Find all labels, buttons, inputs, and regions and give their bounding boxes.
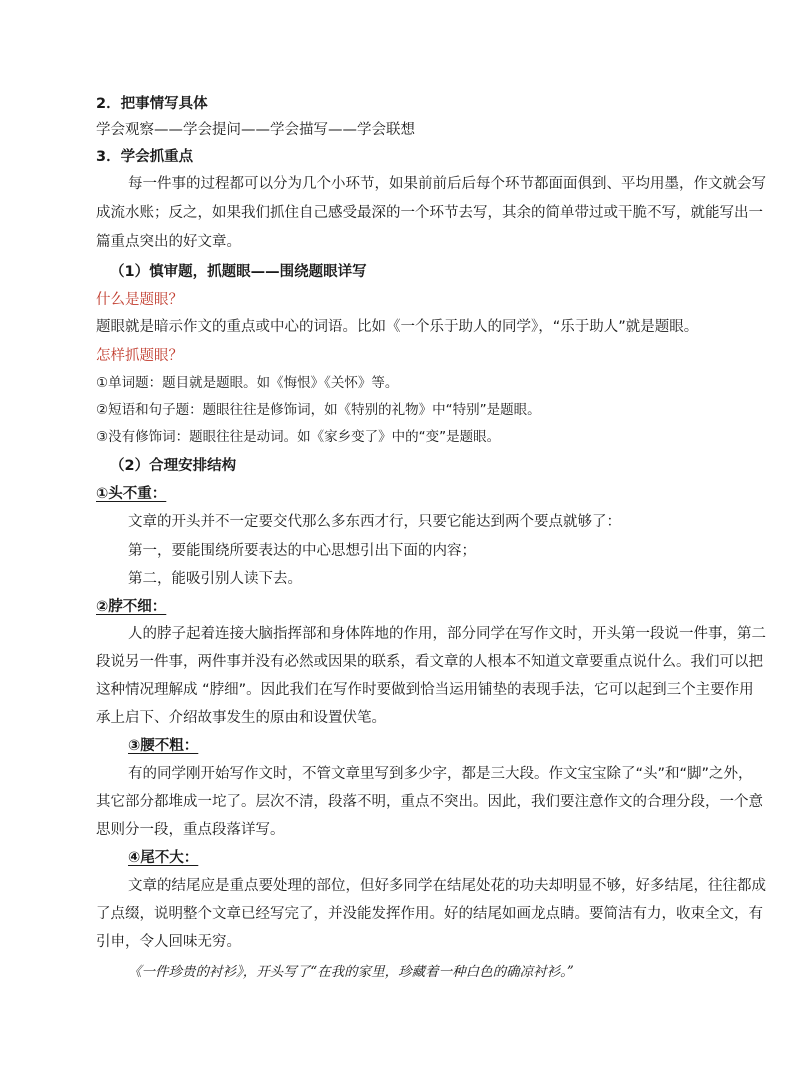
- list-item: ②短语和句子题：题眼往往是修饰词，如《特别的礼物》中“特别”是题眼。: [96, 402, 541, 418]
- head-line-2: 第一，要能围绕所要表达的中心思想引出下面的内容；: [128, 543, 476, 559]
- head-line-3: 第二，能吸引别人读下去。: [128, 571, 302, 587]
- waist-line-2: 其它部分都堆成一坨了。层次不清，段落不明，重点不突出。因此，我们要注意作文的合理分段，一个意: [96, 794, 763, 810]
- head-line-1: 文章的开头并不一定要交代那么多东西才行，只要它能达到两个要点就够了：: [128, 514, 621, 530]
- example-sentence: 《一件珍贵的衬衫》，开头写了“在我的家里，珍藏着一种白色的确凉衬衫。”: [128, 964, 574, 980]
- section3-heading: 3．学会抓重点: [96, 149, 194, 165]
- waist-line-3: 思则分一段，重点段落详写。: [96, 822, 285, 838]
- section3-para-line-2: 成流水账；反之，如果我们抓住自己感受最深的一个环节去写，其余的简单带过或干脆不写，就能写出一: [96, 205, 763, 221]
- neck-line-1: 人的脖子起着连接大脑指挥部和身体阵地的作用，部分同学在写作文时，开头第一段说一件事，第二: [128, 626, 766, 642]
- neck-line-3: 这种情况理解成 “脖细”。因此我们在写作时要做到恰当运用铺垫的表现手法，它可以起到三个主要作用: [96, 682, 754, 698]
- tail-line-3: 引申，令人回味无穷。: [96, 934, 241, 950]
- waist-line-1: 有的同学刚开始写作文时，不管文章里写到多少字，都是三大段。作文宝宝除了“头”和“脚”之外，: [128, 766, 753, 782]
- question-what-is-title-eye: 什么是题眼？: [96, 292, 183, 308]
- section3-para-line-1: 每一件事的过程都可以分为几个小环节，如果前前后后每个环节都面面俱到、平均用墨，作文就会写: [128, 176, 766, 192]
- part2-heading: （2）合理安排结构: [110, 458, 237, 474]
- section3-para-line-3: 篇重点突出的好文章。: [96, 234, 241, 250]
- list-item: ①单词题：题目就是题眼。如《悔恨》《关怀》等。: [96, 375, 399, 391]
- part1-heading: （1）慎审题，抓题眼——围绕题眼详写: [110, 264, 367, 280]
- neck-line-4: 承上启下、介绍故事发生的原由和设置伏笔。: [96, 710, 386, 726]
- subheading-neck: ②脖不细：: [96, 599, 167, 615]
- question-how-to-find-title-eye: 怎样抓题眼？: [96, 348, 183, 364]
- list-item: ③没有修饰词：题眼往往是动词。如《家乡变了》中的“变”是题眼。: [96, 429, 501, 445]
- section2-heading: 2．把事情写具体: [96, 96, 208, 112]
- subheading-head: ①头不重：: [96, 486, 167, 502]
- neck-line-2: 段说另一件事，两件事并没有必然或因果的联系，看文章的人根本不知道文章要重点说什么。我们可以把: [96, 654, 763, 670]
- answer-title-eye: 题眼就是暗示作文的重点或中心的词语。比如《一个乐于助人的同学》，“乐于助人”就是题眼。: [96, 319, 699, 335]
- subheading-waist: ③腰不粗：: [128, 738, 199, 754]
- subheading-tail: ④尾不大：: [128, 850, 199, 866]
- tail-line-2: 了点缀，说明整个文章已经写完了，并没能发挥作用。好的结尾如画龙点睛。要简洁有力，收束全文，有: [96, 906, 763, 922]
- section2-steps: 学会观察——学会提问——学会描写——学会联想: [96, 122, 415, 138]
- tail-line-1: 文章的结尾应是重点要处理的部位，但好多同学在结尾处花的功夫却明显不够，好多结尾，往往都成: [128, 878, 766, 894]
